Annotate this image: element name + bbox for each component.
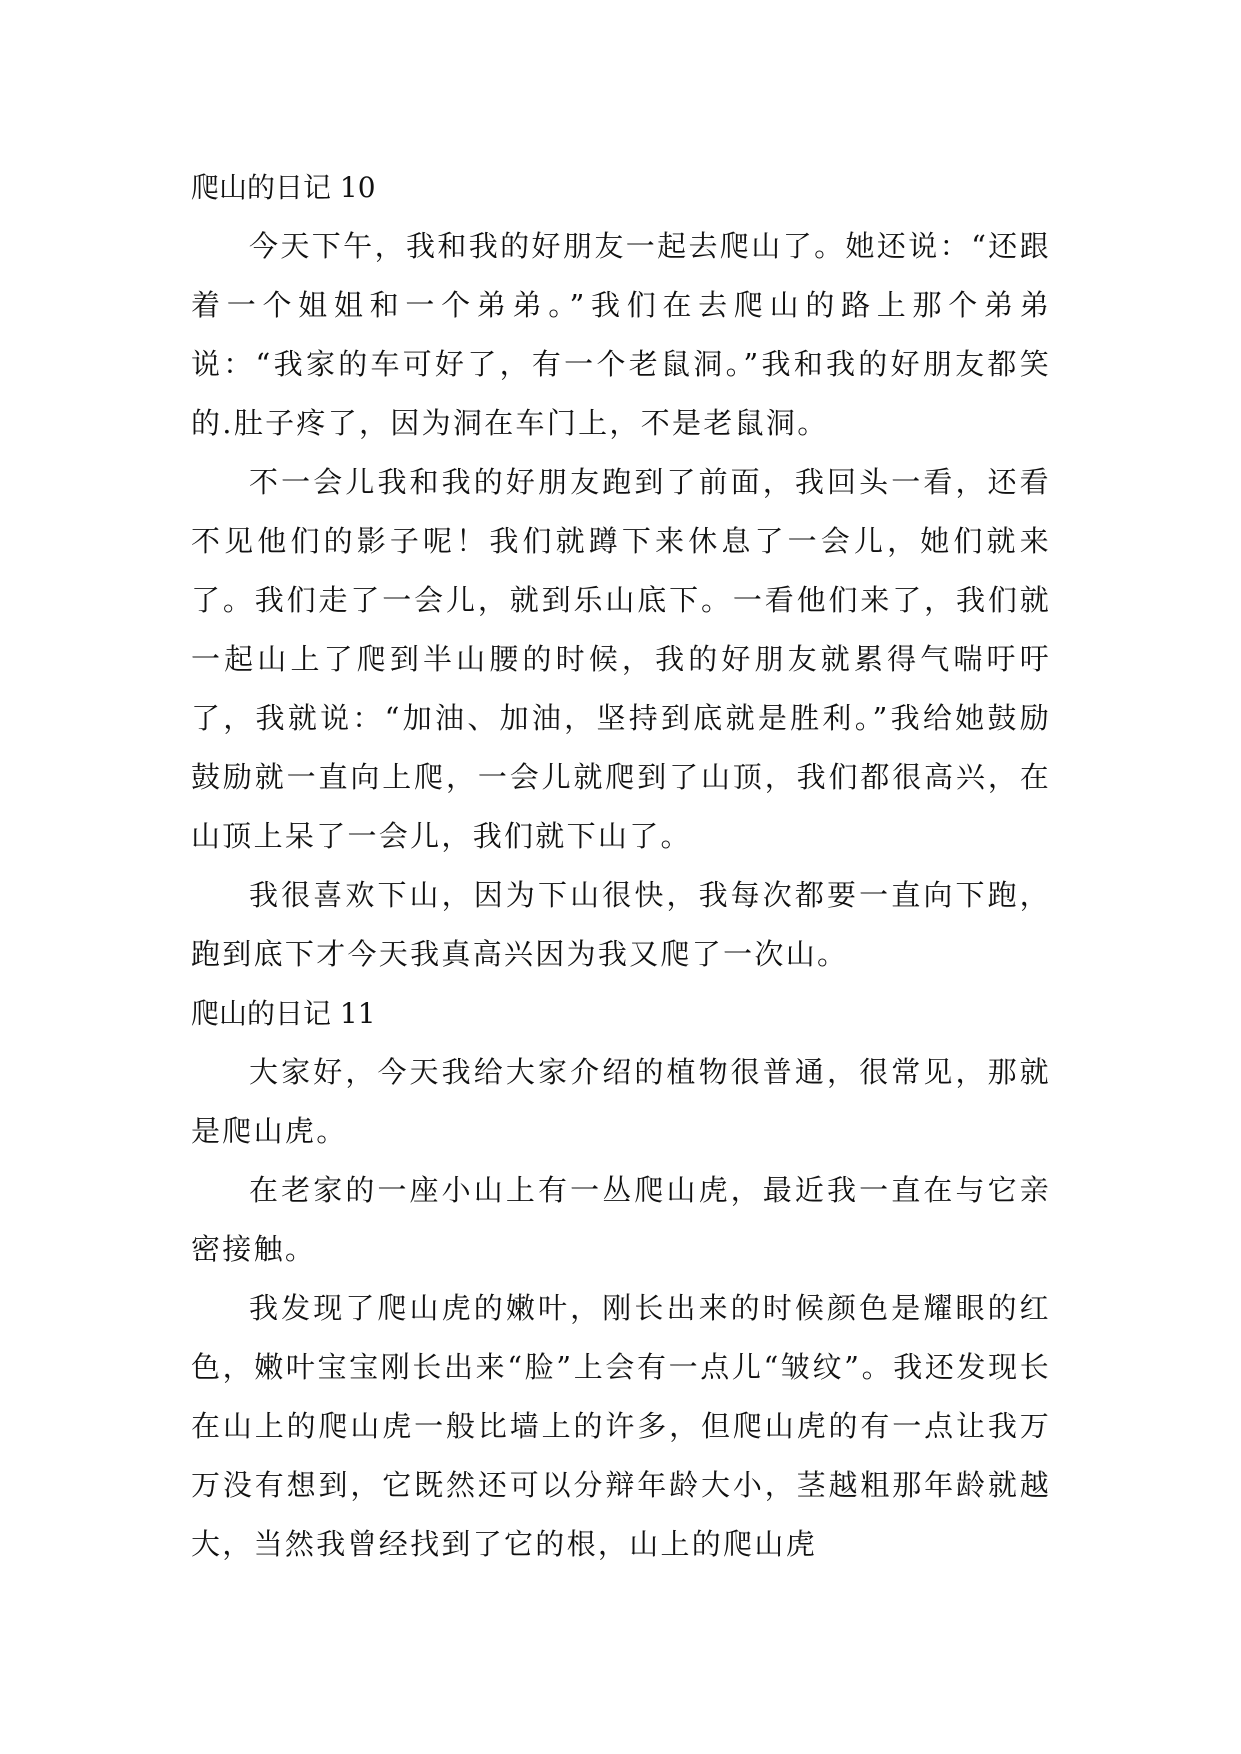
- document-body: [191, 158, 1051, 1574]
- paragraph: 我很喜欢下山，因为下山很快，我每次都要一直向下跑，跑到底下才今天我真高兴因为我又爬了一次山。: [191, 878, 1051, 971]
- paragraph: 今天下午，我和我的好朋友一起去爬山了。她还说：“还跟着一个姐姐和一个弟弟。”我们在去爬山的路上那个弟弟说：“我家的车可好了，有一个老鼠洞。”我和我的好朋友都笑的.肚子疼了，因为洞在车门上，不是老鼠洞。: [191, 229, 1051, 440]
- diary-entry-10: [191, 158, 1051, 984]
- paragraph: 大家好，今天我给大家介绍的植物很普通，很常见，那就是爬山虎。: [191, 1055, 1051, 1148]
- entry-title: 爬山的日记 11: [191, 997, 376, 1030]
- paragraph: 我发现了爬山虎的嫩叶，刚长出来的时候颜色是耀眼的红色，嫩叶宝宝刚长出来“脸”上会有一点儿“皱纹”。我还发现长在山上的爬山虎一般比墙上的许多，但爬山虎的有一点让我万万没有想到，它既然还可以分辩年龄大小，茎越粗那年龄就越大，当然我曾经找到了它的根，山上的爬山虎: [191, 1291, 1051, 1561]
- paragraph: 不一会儿我和我的好朋友跑到了前面，我回头一看，还看不见他们的影子呢！我们就蹲下来休息了一会儿，她们就来了。我们走了一会儿，就到乐山底下。一看他们来了，我们就一起山上了爬到半山腰的时候，我的好朋友就累得气喘吁吁了，我就说：“加油、加油，坚持到底就是胜利。”我给她鼓励鼓励就一直向上爬，一会儿就爬到了山顶，我们都很高兴，在山顶上呆了一会儿，我们就下山了。: [191, 465, 1051, 853]
- diary-entry-11: [191, 984, 1051, 1574]
- entry-title: 爬山的日记 10: [191, 171, 376, 204]
- paragraph: 在老家的一座小山上有一丛爬山虎，最近我一直在与它亲密接触。: [191, 1173, 1051, 1266]
